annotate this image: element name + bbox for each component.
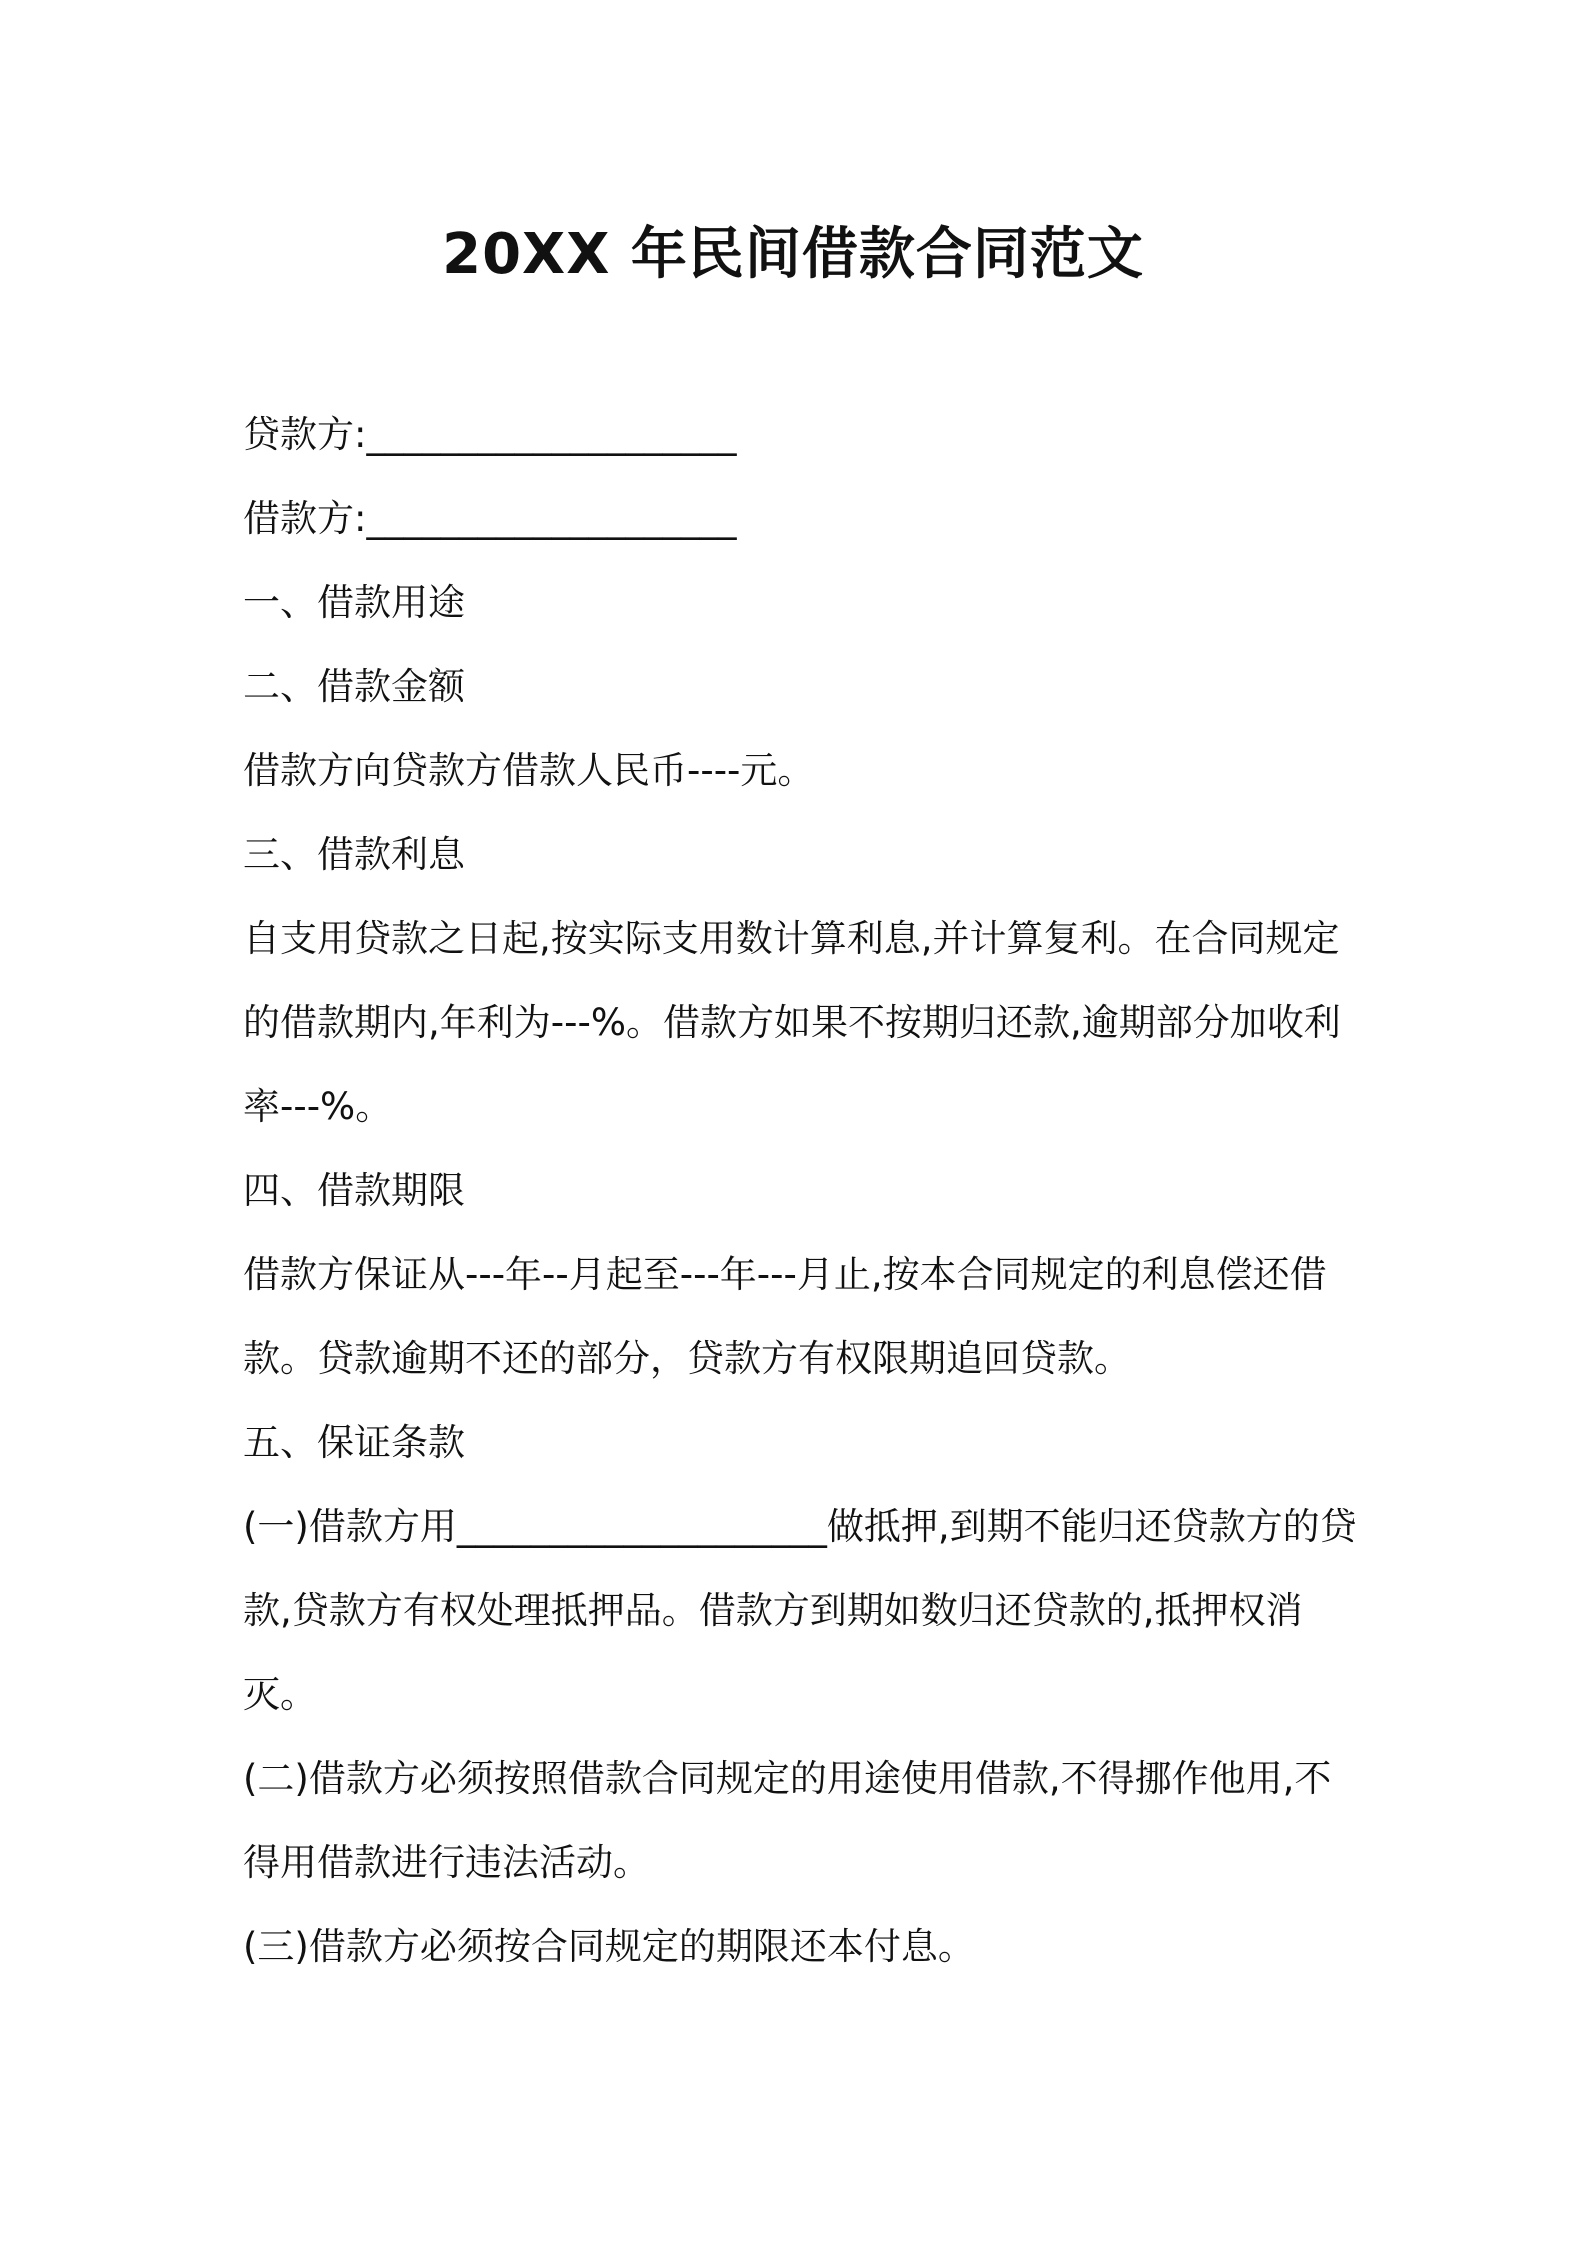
borrower-field: 借款方:____________________ xyxy=(243,497,737,540)
guarantee-clause-1: (一)借款方用____________________做抵押,到期不能归还贷款方的贷款,贷款方有权处理抵押品。借款方到期如数归还贷款的,抵押权消灭。 xyxy=(243,1505,1357,1716)
term-paragraph: 借款方保证从---年--月起至---年---月止,按本合同规定的利息偿还借款。贷款逾期不还的部分，贷款方有权限期追回贷款。 xyxy=(243,1253,1327,1380)
section-heading-guarantee: 五、保证条款 xyxy=(243,1421,465,1464)
section-heading-amount: 二、借款金额 xyxy=(243,665,465,708)
document-body xyxy=(243,393,1363,1989)
lender-field: 贷款方:____________________ xyxy=(243,413,737,456)
amount-paragraph: 借款方向贷款方借款人民币----元。 xyxy=(243,749,815,792)
section-heading-interest: 三、借款利息 xyxy=(243,833,465,876)
document-title: 20XX 年民间借款合同范文 xyxy=(442,222,1144,287)
guarantee-clause-3: (三)借款方必须按合同规定的期限还本付息。 xyxy=(243,1925,975,1968)
section-heading-term: 四、借款期限 xyxy=(243,1169,465,1212)
section-heading-purpose: 一、借款用途 xyxy=(243,581,465,624)
guarantee-clause-2: (二)借款方必须按照借款合同规定的用途使用借款,不得挪作他用,不得用借款进行违法活动。 xyxy=(243,1757,1332,1884)
interest-paragraph: 自支用贷款之日起,按实际支用数计算利息,并计算复利。在合同规定的借款期内,年利为---%。借款方如果不按期归还款,逾期部分加收利率---%。 xyxy=(243,917,1341,1128)
